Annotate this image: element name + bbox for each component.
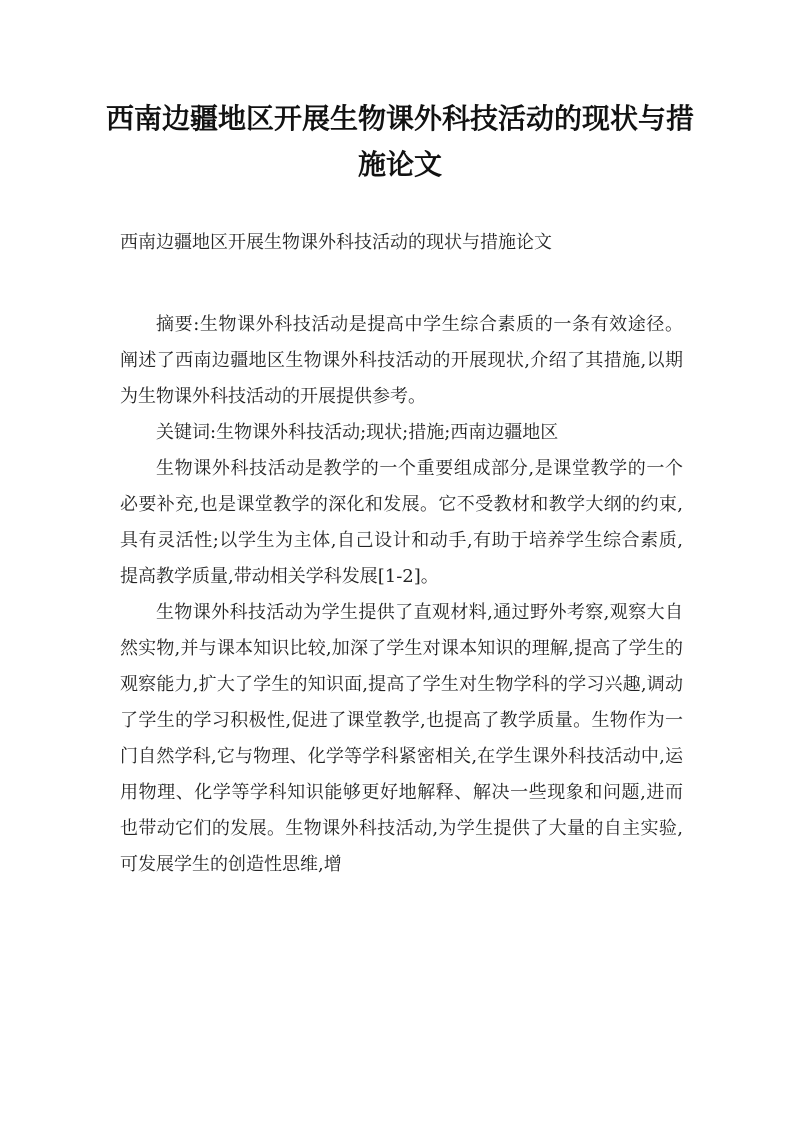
- abstract-paragraph: 摘要:生物课外科技活动是提高中学生综合素质的一条有效途径。阐述了西南边疆地区生物课外科技活动的开展现状,介绍了其措施,以期为生物课外科技活动的开展提供参考。: [120, 314, 683, 407]
- keywords-paragraph: 关键词:生物课外科技活动;现状;措施;西南边疆地区: [156, 422, 559, 443]
- body-paragraph-2: 生物课外科技活动为学生提供了直观材料,通过野外考察,观察大自然实物,并与课本知识比较,加深了学生对课本知识的理解,提高了学生的观察能力,扩大了学生的知识面,提高了学生对生物学科的学习兴趣,调动了学生的学习积极性,促进了课堂教学,也提高了教学质量。生物作为一门自然学科,它与物理、化学等学科紧密相关,在学生课外科技活动中,运用物理、化学等学科知识能够更好地解释、解决一些现象和问题,进而也带动它们的发展。生物课外科技活动,为学生提供了大量的自主实验,可发展学生的创造性思维,增: [120, 602, 683, 875]
- document-body: [120, 225, 683, 883]
- document-subtitle: 西南边疆地区开展生物课外科技活动的现状与措施论文: [120, 232, 552, 253]
- document-title: 西南边疆地区开展生物课外科技活动的现状与措施论文: [105, 102, 694, 181]
- body-paragraph-1: 生物课外科技活动是教学的一个重要组成部分,是课堂教学的一个必要补充,也是课堂教学的深化和发展。它不受教材和教学大纲的约束,具有灵活性;以学生为主体,自己设计和动手,有助于培养学生综合素质,提高教学质量,带动相关学科发展[1-2]。: [120, 458, 683, 587]
